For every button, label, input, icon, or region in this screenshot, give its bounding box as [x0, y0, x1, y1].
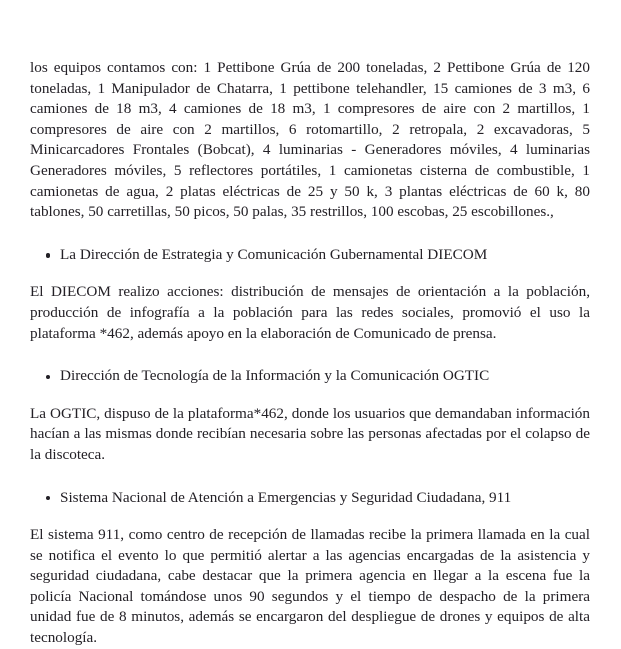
- bullet-list-diecom: [30, 245, 590, 266]
- bullet-list-911: [30, 488, 590, 509]
- bullet-dot-icon: [46, 253, 50, 257]
- paragraph-ogtic: La OGTIC, dispuso de la plataforma*462, donde los usuarios que demandaban información hacían a las mismas donde recibían necesaria sobre las personas afectadas por el colapso de la discoteca.: [30, 404, 590, 463]
- bullet-label-ogtic: Dirección de Tecnología de la Información y la Comunicación OGTIC: [60, 367, 490, 385]
- spacer: [30, 265, 590, 282]
- bullet-label-diecom: La Dirección de Estrategia y Comunicación Gubernamental DIECOM: [60, 245, 488, 263]
- spacer: [30, 223, 590, 245]
- bullet-list-ogtic: [30, 366, 590, 387]
- bullet-dot-icon: [46, 375, 50, 379]
- bullet-item-ogtic: [30, 366, 590, 387]
- spacer: [30, 508, 590, 525]
- spacer: [30, 344, 590, 366]
- document-body: [30, 58, 590, 649]
- bullet-label-911: Sistema Nacional de Atención a Emergencias y Seguridad Ciudadana, 911: [60, 488, 512, 506]
- bullet-dot-icon: [46, 496, 50, 500]
- paragraph-diecom: El DIECOM realizo acciones: distribución de mensajes de orientación a la población, producción de infografía a la población para las redes sociales, promovió el uso la plataforma *462, además apoyo en la elaboración de Comunicado de prensa.: [30, 283, 590, 342]
- spacer: [30, 387, 590, 404]
- spacer: [30, 466, 590, 488]
- intro-paragraph: los equipos contamos con: 1 Pettibone Grúa de 200 toneladas, 2 Pettibone Grúa de 120 toneladas, 1 Manipulador de Chatarra, 1 pettibone telehandler, 15 camiones de 3 m3, 6 camiones de 18 m3, 4 camiones de 18 m3, 1 compresores de aire con 2 martillos, 1 compresores de aire con 2 martillos, 6 rotomartillo, 2 retropala, 2 excavadoras, 5 Minicarcadores Frontales (Bobcat), 4 luminarias - Generadores móviles, 4 luminarias Generadores móviles, 5 reflectores portátiles, 1 camionetas cisterna de combustible, 1 camionetas de agua, 2 platas eléctricas de 25 y 50 k, 3 plantas eléctricas de 60 k, 80 tablones, 50 carretillas, 50 picos, 50 palas, 35 restrillos, 100 escobas, 25 escobillones.,: [30, 59, 590, 221]
- paragraph-911: El sistema 911, como centro de recepción de llamadas recibe la primera llamada en la cual se notifica el evento lo que permitió alertar a las agencias encargadas de la asistencia y seguridad ciudadana, cabe destacar que la primera agencia en llegar a la escena fue la policía Nacional tomándose unos 90 segundos y el tiempo de despacho de la primera unidad fue de 8 minutos, además se encargaron del despliegue de drones y equipos de alta tecnología.: [30, 526, 590, 647]
- bullet-item-diecom: [30, 245, 590, 266]
- bullet-item-911: [30, 488, 590, 509]
